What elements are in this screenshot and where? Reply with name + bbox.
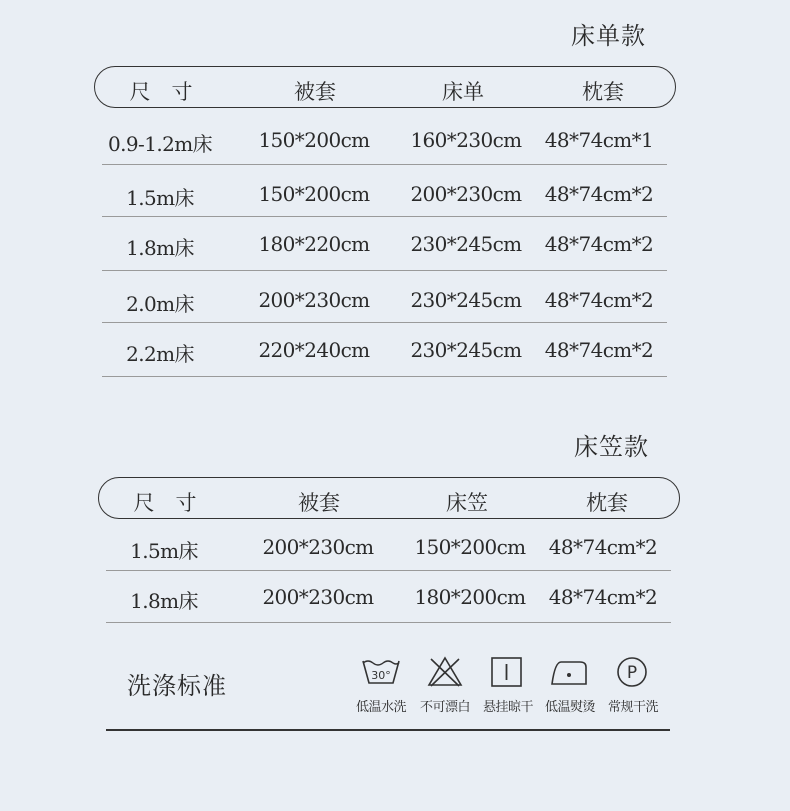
- pillow-cell: 48*74cm*2: [544, 288, 654, 312]
- duvet-cell: 150*200cm: [258, 182, 370, 206]
- row-divider: [102, 376, 667, 377]
- size-cell: 1.8m床: [126, 236, 194, 260]
- care-title: 洗涤标准: [127, 672, 227, 700]
- sheet-header-duvet: 被套: [294, 80, 336, 104]
- svg-text:30°: 30°: [371, 669, 391, 682]
- duvet-cell: 200*230cm: [262, 535, 374, 559]
- sheet-header-size: 尺 寸: [129, 80, 193, 104]
- table-row: [0, 182, 790, 212]
- no-bleach-label: 不可漂白: [419, 700, 470, 715]
- duvet-cell: 180*220cm: [258, 232, 370, 256]
- iron-low-icon: [549, 655, 589, 689]
- bottom-divider: [106, 729, 670, 731]
- size-cell: 1.8m床: [130, 589, 198, 613]
- size-cell: 0.9-1.2m床: [108, 132, 212, 156]
- iron-low-label: 低温熨烫: [544, 700, 595, 715]
- pillow-cell: 48*74cm*1: [544, 128, 654, 152]
- no-bleach-icon: [425, 655, 465, 689]
- fitted-section-title: 床笠款: [574, 433, 649, 461]
- size-cell: 2.2m床: [126, 342, 194, 366]
- hang-dry-icon: [487, 655, 527, 689]
- sheet-cell: 230*245cm: [410, 338, 522, 362]
- row-divider: [102, 322, 667, 323]
- row-divider: [106, 622, 671, 623]
- sheet-cell: 200*230cm: [410, 182, 522, 206]
- sheet-cell: 230*245cm: [410, 288, 522, 312]
- table-row: [0, 288, 790, 318]
- duvet-cell: 200*230cm: [258, 288, 370, 312]
- table-row: [0, 232, 790, 262]
- size-cell: 1.5m床: [130, 539, 198, 563]
- size-cell: 2.0m床: [126, 292, 194, 316]
- fitted-cell: 180*200cm: [414, 585, 526, 609]
- wash-label: 低温水洗: [355, 700, 406, 715]
- svg-text:P: P: [626, 663, 638, 683]
- row-divider: [102, 164, 667, 165]
- size-cell: 1.5m床: [126, 186, 194, 210]
- sheet-cell: 160*230cm: [410, 128, 522, 152]
- fitted-cell: 150*200cm: [414, 535, 526, 559]
- row-divider: [106, 570, 671, 571]
- pillow-cell: 48*74cm*2: [544, 182, 654, 206]
- fitted-header-duvet: 被套: [298, 491, 340, 515]
- row-divider: [102, 216, 667, 217]
- sheet-cell: 230*245cm: [410, 232, 522, 256]
- duvet-cell: 150*200cm: [258, 128, 370, 152]
- pillow-cell: 48*74cm*2: [548, 585, 658, 609]
- fitted-header-pillow: 枕套: [586, 491, 628, 515]
- fitted-header-fitted: 床笠: [446, 491, 488, 515]
- table-row: [0, 585, 790, 615]
- pillow-cell: 48*74cm*2: [544, 232, 654, 256]
- wash-30-icon: [361, 655, 401, 689]
- hang-dry-label: 悬挂晾干: [482, 700, 533, 715]
- sheet-section-title: 床单款: [571, 22, 646, 50]
- dry-clean-label: 常规干洗: [607, 700, 658, 715]
- duvet-cell: 200*230cm: [262, 585, 374, 609]
- sheet-header-sheet: 床单: [442, 80, 484, 104]
- table-row: [0, 338, 790, 368]
- row-divider: [102, 270, 667, 271]
- pillow-cell: 48*74cm*2: [548, 535, 658, 559]
- fitted-header-size: 尺 寸: [133, 491, 197, 515]
- dry-clean-p-icon: [612, 655, 652, 689]
- sheet-header-pillow: 枕套: [582, 80, 624, 104]
- table-row: [0, 128, 790, 158]
- pillow-cell: 48*74cm*2: [544, 338, 654, 362]
- table-row: [0, 535, 790, 565]
- duvet-cell: 220*240cm: [258, 338, 370, 362]
